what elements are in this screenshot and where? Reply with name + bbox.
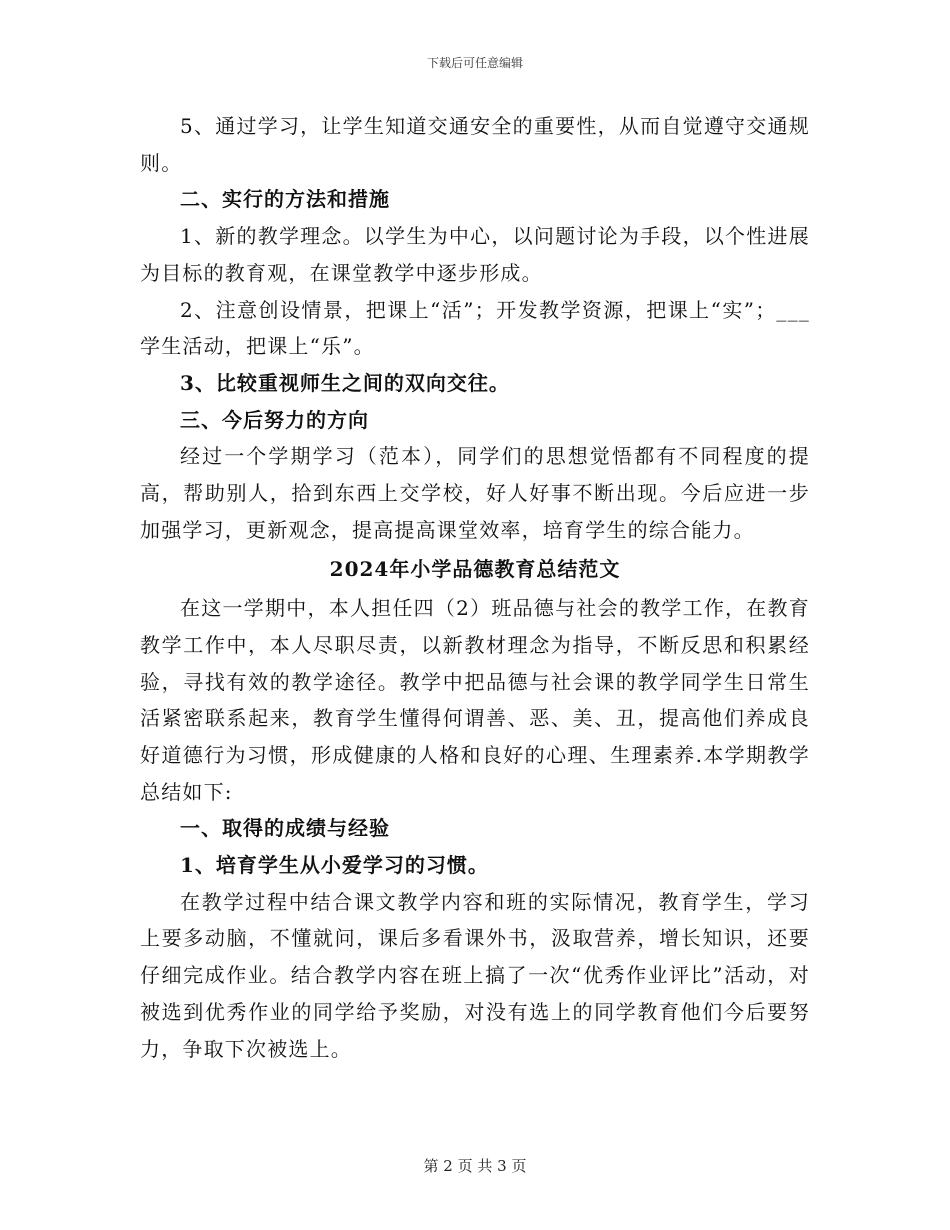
document-body [140, 108, 810, 1067]
paragraph-study-habits: 在教学过程中结合课文教学内容和班的实际情况，教育学生，学习上要多动脑，不懂就问，课后多看课外书，汲取营养，增长知识，还要仔细完成作业。结合教学内容在班上搞了一次“优秀作业评比”活动，对被选到优秀作业的同学给予奖励，对没有选上的同学教育他们今后要努力，争取下次被选上。 [140, 889, 810, 1061]
heading-achievements: 一、取得的成绩与经验 [180, 816, 390, 841]
heading-interaction: 3、比较重视师生之间的双向交往。 [180, 370, 510, 395]
paragraph-teaching-concept: 1、新的教学理念。以学生为中心，以问题讨论为手段，以个性进展为目标的教育观，在课堂教学中逐步形成。 [140, 224, 810, 285]
page-number: 第 2 页 共 3 页 [423, 1157, 527, 1175]
paragraph-future: 经过一个学期学习（范本），同学们的思想觉悟都有不同程度的提高，帮助别人，拾到东西上交学校，好人好事不断出现。今后应进一步加强学习，更新观念，提高提高课堂效率，培育学生的综合能力。 [140, 444, 810, 542]
section-title: 2024年小学品德教育总结范文 [329, 557, 621, 582]
heading-study-habits: 1、培育学生从小爱学习的习惯。 [180, 853, 489, 878]
paragraph-intro: 在这一学期中，本人担任四（2）班品德与社会的教学工作，在教育教学工作中，本人尽职尽责，以新教材理念为指导，不断反思和积累经验，寻找有效的教学途径。教学中把品德与社会课的教学同学生日常生活紧密联系起来，教育学生懂得何谓善、恶、美、丑，提高他们养成良好道德行为习惯，形成健康的人格和良好的心理、生理素养.本学期教学总结如下: [140, 596, 810, 804]
heading-methods: 二、实行的方法和措施 [180, 187, 390, 212]
page-header: 下载后可任意编辑 [426, 56, 523, 70]
heading-future-direction: 三、今后努力的方向 [180, 407, 369, 432]
paragraph-traffic-safety: 5、通过学习，让学生知道交通安全的重要性，从而自觉遵守交通规则。 [140, 114, 810, 175]
paragraph-create-scenes: 2、注意创设情景，把课上“活”；开发教学资源，把课上“实”；___学生活动，把课上“乐”。 [140, 297, 810, 359]
